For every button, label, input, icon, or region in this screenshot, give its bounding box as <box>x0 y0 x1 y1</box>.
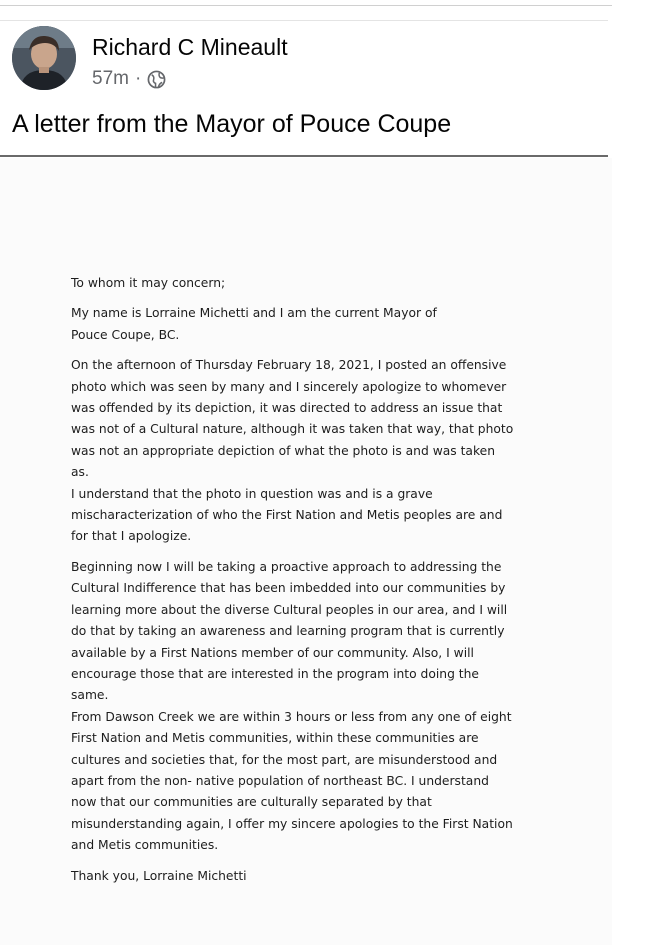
profile-photo <box>12 26 76 90</box>
post-text: A letter from the Mayor of Pouce Coupe <box>12 110 452 138</box>
right-margin <box>612 0 649 945</box>
letter-paragraph: Beginning now I will be taking a proactive approach to addressing the Cultural Indifference that has been imbedded into our communities by learning more about the diverse Cultural peoples in our area, and I will do that by taking an awareness and learning program that is currently available by a First Nations member of our community. Also, I will encourage those that are interested in the program into doing the same. <box>71 559 508 703</box>
letter-paragraph: From Dawson Creek we are within 3 hours or less from any one of eight First Nation and Metis communities, within these communities are cultures and societies that, for the most part, are misunderstood and apart from the non- native population of northeast BC. I understand now that our communities are culturally separated by that misunderstanding again, I offer my sincere apologies to the First Nation and Metis communities. <box>71 709 513 853</box>
meta-separator: · <box>134 68 142 89</box>
top-border <box>0 5 649 6</box>
post-divider <box>0 155 608 157</box>
post-meta <box>92 68 166 90</box>
letter-paragraph: On the afternoon of Thursday February 18, 2021, I posted an offensive photo which was seen by many and I sincerely apologize to whomever was offended by its depiction, it was directed to address an issue that was not of a Cultural nature, although it was taken that way, that photo was not an appropriate depiction of what the photo is and was taken as. <box>71 358 514 480</box>
globe-icon[interactable] <box>147 70 166 89</box>
letter-paragraph: I understand that the photo in question was and is a grave mischaracterization of who the First Nation and Metis peoples are and for that I apologize. <box>71 486 503 544</box>
letter-body <box>71 273 561 896</box>
letter-paragraph: My name is Lorraine Michetti and I am the current Mayor of Pouce Coupe, BC. <box>71 306 437 342</box>
header-separator <box>0 20 608 21</box>
post-author-name[interactable]: Richard C Mineault <box>92 34 288 60</box>
letter-signoff: Thank you, Lorraine Michetti <box>71 868 247 883</box>
letter-salutation: To whom it may concern; <box>71 276 226 290</box>
avatar[interactable] <box>12 26 76 90</box>
post-timestamp[interactable]: 57m <box>92 68 129 89</box>
